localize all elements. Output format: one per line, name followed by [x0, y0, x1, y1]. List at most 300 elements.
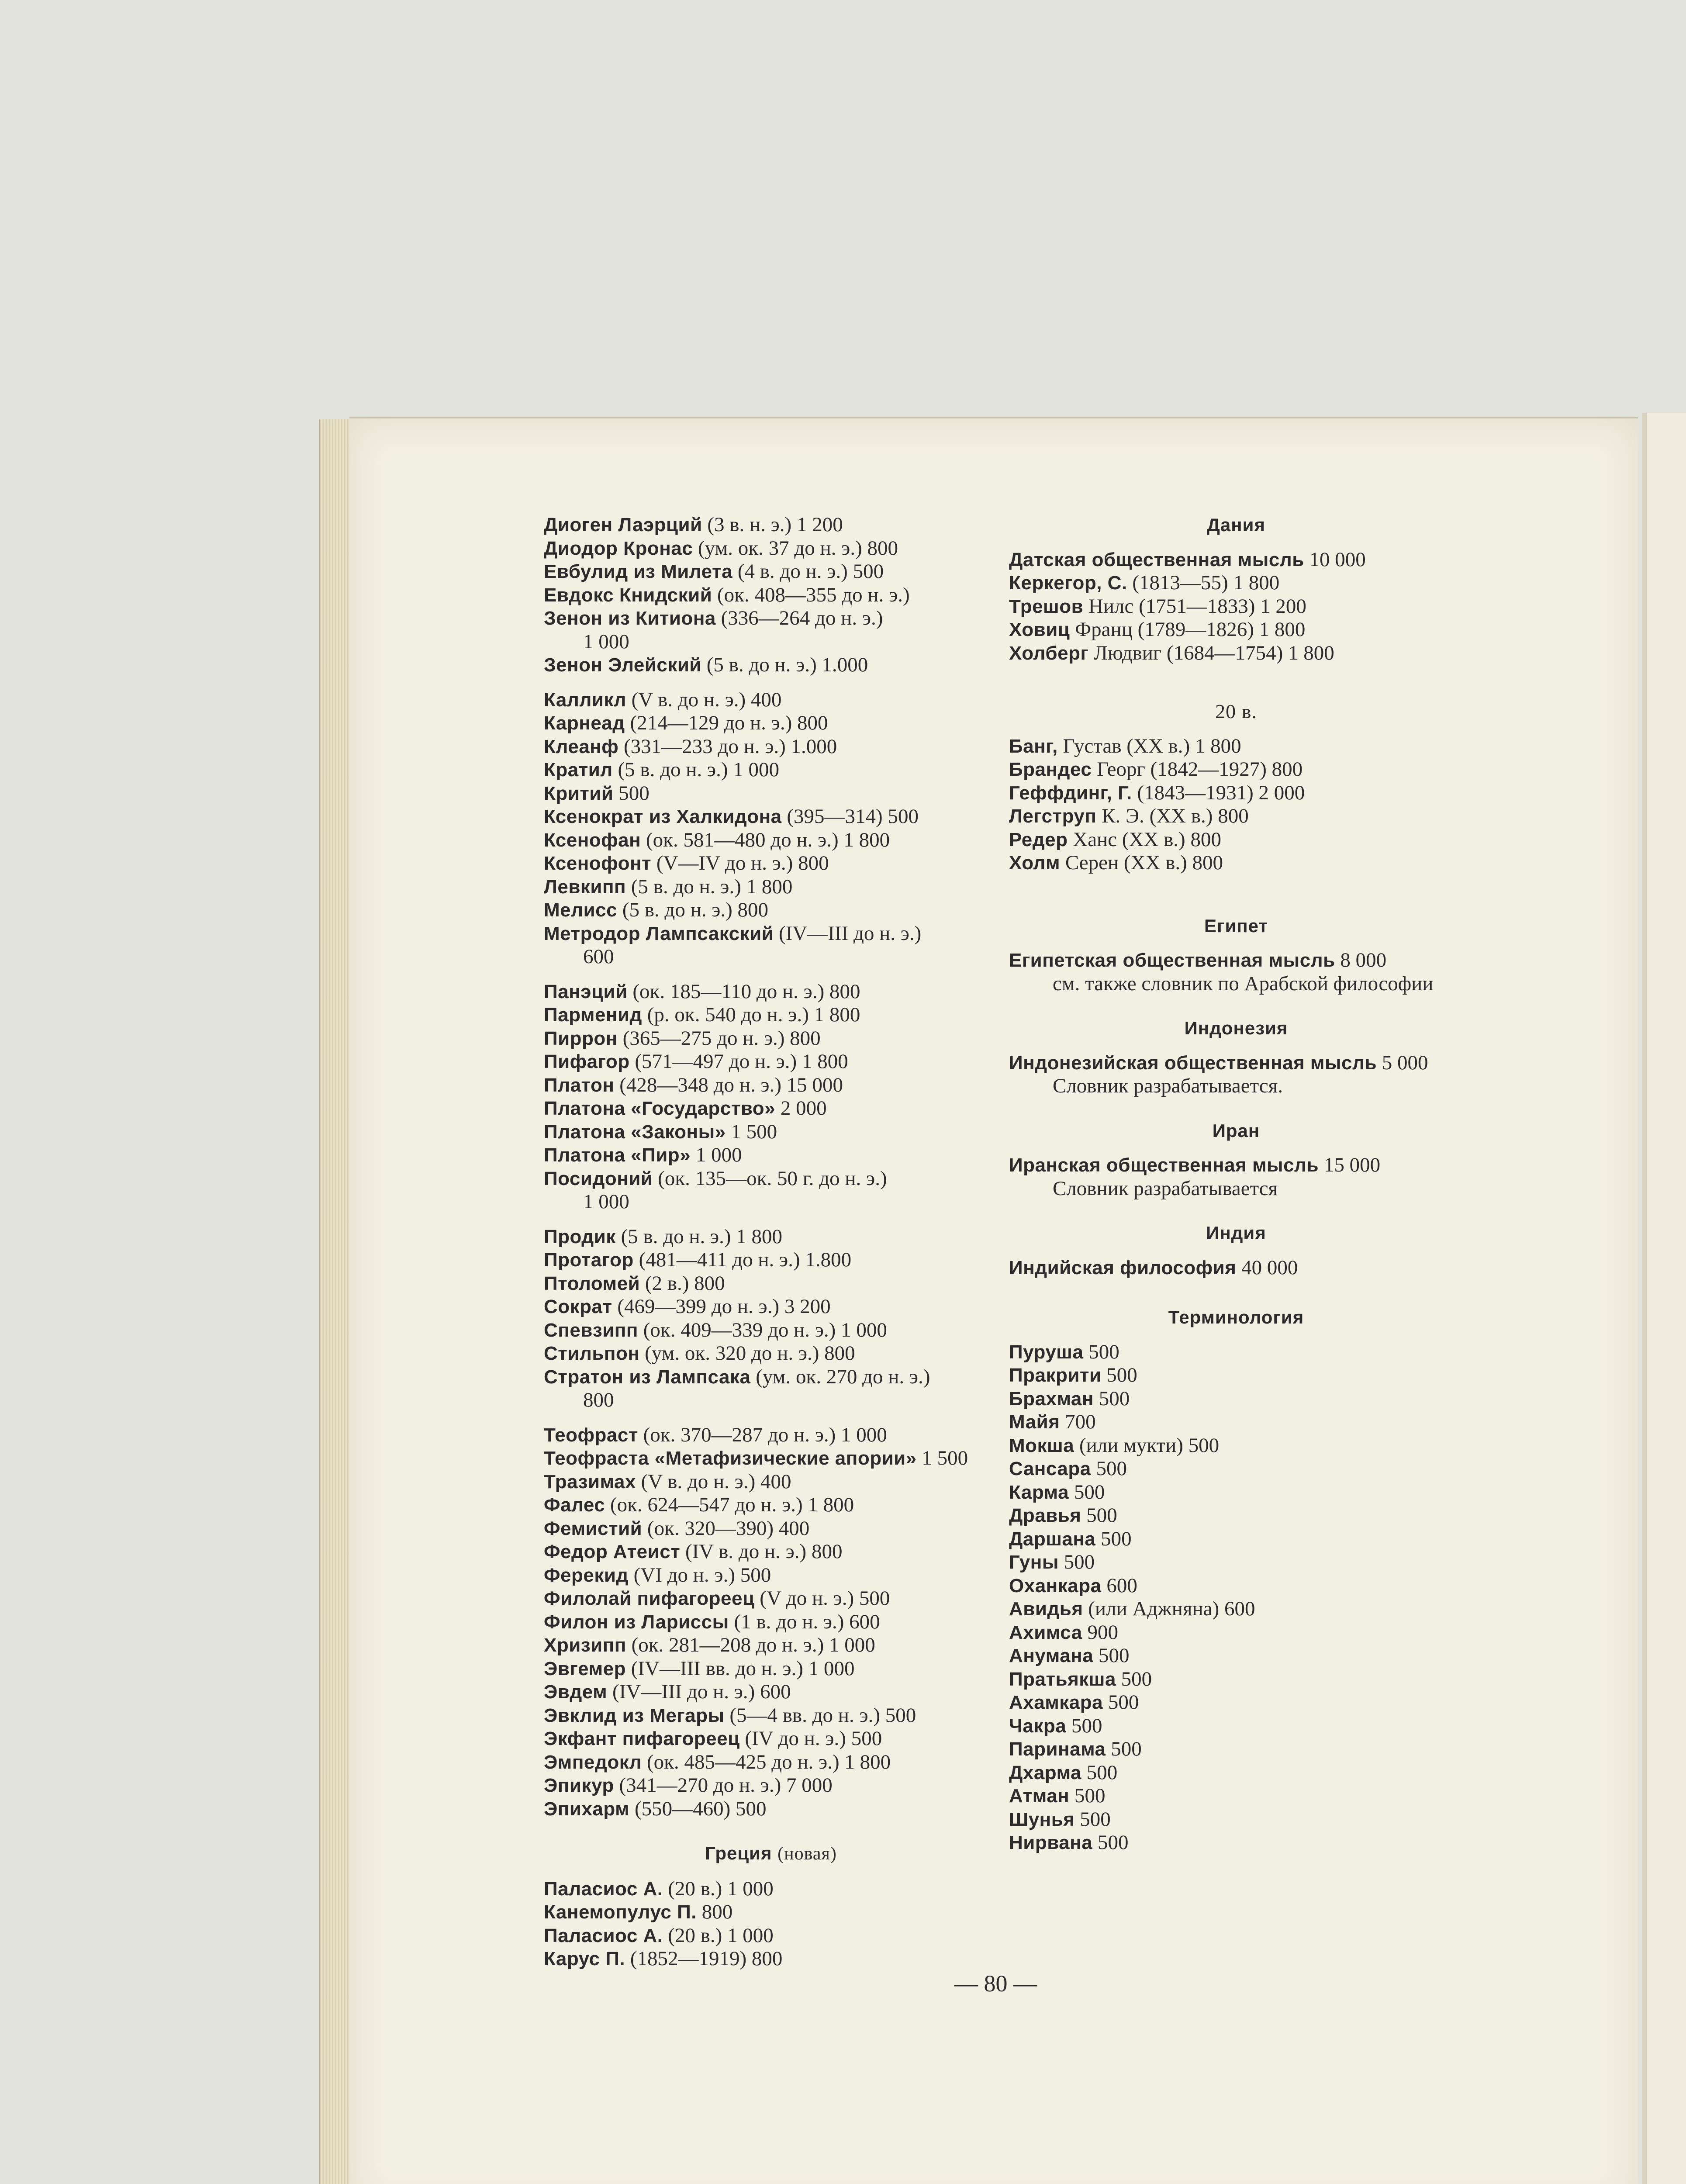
entry-name: Дхарма	[1009, 1762, 1082, 1783]
index-entry	[544, 1634, 998, 1657]
entry-name: Теофраст	[544, 1424, 638, 1446]
index-entry	[544, 782, 998, 805]
entry-name: Гуны	[1009, 1552, 1059, 1573]
iran-note: Словник разрабатывается	[1053, 1177, 1278, 1200]
entry-detail: 900	[1087, 1621, 1118, 1644]
entry-name: Датская общественная мысль	[1009, 549, 1304, 570]
entry-detail: (5 в. до н. э.) 1.000	[706, 653, 868, 676]
entry-detail: (571—497 до н. э.) 1 800	[635, 1050, 848, 1073]
entry-name: Пракрити	[1009, 1365, 1102, 1386]
entry-name: Посидоний	[544, 1168, 653, 1189]
entry-detail: (ок. 485—425 до н. э.) 1 800	[646, 1750, 891, 1773]
entry-detail: (214—129 до н. э.) 800	[630, 712, 828, 734]
entry-detail: (365—275 до н. э.) 800	[622, 1026, 821, 1050]
entry-detail: 700	[1065, 1410, 1096, 1433]
index-entry	[544, 1610, 998, 1634]
index-entry	[1009, 735, 1463, 758]
index-entry	[544, 1424, 998, 1447]
index-entry	[544, 1587, 998, 1610]
index-entry	[1009, 1551, 1463, 1574]
entry-detail: (IV—III до н. э.) 600	[612, 1680, 791, 1703]
entry-detail: (ок. 408—355 до н. э.)	[717, 583, 910, 606]
index-entry	[544, 560, 998, 584]
iran-entry	[1009, 1154, 1463, 1177]
index-entry	[1009, 1644, 1463, 1668]
entry-name: Панэций	[544, 981, 628, 1002]
index-entry	[544, 1877, 998, 1901]
entry-detail: (V в. до н. э.) 400	[641, 1470, 791, 1493]
entry-detail: (2 в.) 800	[645, 1272, 725, 1295]
entry-name: Карнеад	[544, 712, 625, 734]
entry-name: Эпикур	[544, 1775, 614, 1796]
entry-name: Оханкара	[1009, 1575, 1102, 1597]
entry-name: Евбулид из Милета	[544, 561, 733, 582]
entry-name: Дравья	[1009, 1505, 1081, 1526]
entry-detail: (ум. ок. 320 до н. э.) 800	[645, 1342, 855, 1365]
entry-detail: (IV в. до н. э.) 800	[685, 1540, 843, 1563]
entry-detail: Серен (XX в.) 800	[1065, 851, 1223, 874]
entry-detail: (336—264 до н. э.)	[721, 607, 883, 629]
index-entry	[1009, 1481, 1463, 1504]
entry-name: Керкегор, С.	[1009, 572, 1127, 594]
index-entry	[544, 1774, 998, 1797]
india-entry	[1009, 1256, 1463, 1280]
entry-name: Левкипп	[544, 876, 626, 898]
entry-name: Пиррон	[544, 1027, 618, 1049]
entry-detail: 15 000	[1323, 1154, 1381, 1176]
left-group-4	[544, 1225, 998, 1412]
index-entry	[1009, 1668, 1463, 1691]
indonesia-note: Словник разрабатывается.	[1053, 1075, 1283, 1097]
entry-name: Пратьякша	[1009, 1668, 1116, 1690]
entry-detail: 8 000	[1340, 949, 1387, 971]
index-entry	[544, 980, 998, 1004]
index-entry	[544, 1225, 998, 1249]
index-entry	[1009, 828, 1463, 852]
spacer	[544, 969, 998, 980]
index-entry	[1009, 1341, 1463, 1364]
index-entry	[1009, 1457, 1463, 1481]
entry-detail: (ок. 320—390) 400	[647, 1517, 810, 1540]
index-entry	[544, 922, 998, 969]
entry-detail: 500	[1080, 1807, 1111, 1831]
index-entry	[544, 1447, 998, 1470]
entry-detail-continued: 1 000	[583, 630, 629, 653]
entry-name: Филон из Лариссы	[544, 1611, 729, 1633]
index-entry	[1009, 1621, 1463, 1645]
entry-detail: (341—270 до н. э.) 7 000	[619, 1774, 833, 1797]
entry-name: Федор Атеист	[544, 1541, 681, 1562]
entry-name: Эвгемер	[544, 1658, 626, 1679]
entry-detail: 500	[1074, 1784, 1106, 1807]
entry-detail: 500	[1086, 1761, 1118, 1784]
terminology-list	[1009, 1341, 1463, 1855]
entry-detail: (5 в. до н. э.) 800	[622, 898, 769, 921]
index-entry	[544, 1680, 998, 1704]
entry-detail: 500	[1121, 1667, 1152, 1690]
entry-name: Диоген Лаэрций	[544, 514, 702, 536]
index-entry	[1009, 1527, 1463, 1551]
entry-name: Шунья	[1009, 1808, 1075, 1830]
index-entry	[1009, 1364, 1463, 1387]
left-column	[544, 513, 998, 1971]
index-entry	[544, 1564, 998, 1587]
entry-name: Чакра	[1009, 1715, 1067, 1737]
entry-name: Филолай пифагореец	[544, 1588, 755, 1609]
entry-name: Редер	[1009, 829, 1068, 850]
index-entry	[544, 584, 998, 607]
entry-name: Майя	[1009, 1411, 1060, 1433]
index-entry	[1009, 1714, 1463, 1738]
index-entry	[1009, 571, 1463, 595]
entry-detail: К. Э. (XX в.) 800	[1102, 805, 1249, 827]
entry-detail: (469—399 до н. э.) 3 200	[617, 1295, 831, 1318]
index-entry	[544, 1027, 998, 1051]
index-entry	[1009, 1808, 1463, 1832]
heading-text: Греция	[705, 1843, 772, 1863]
entry-detail: (р. ок. 540 до н. э.) 1 800	[647, 1003, 860, 1026]
entry-name: Протагор	[544, 1249, 634, 1271]
entry-name: Легструп	[1009, 805, 1097, 827]
index-entry	[1009, 548, 1463, 572]
entry-detail: 800	[701, 1901, 733, 1923]
entry-name: Ховиц	[1009, 619, 1070, 640]
index-entry	[544, 1657, 998, 1681]
entry-name: Критий	[544, 782, 614, 804]
entry-name: Мокша	[1009, 1434, 1074, 1456]
index-entry	[1009, 595, 1463, 619]
entry-name: Платон	[544, 1074, 615, 1096]
index-entry	[544, 1295, 998, 1319]
indonesia-entry	[1009, 1051, 1463, 1075]
entry-name: Холм	[1009, 852, 1061, 874]
index-entry	[544, 805, 998, 829]
entry-detail: (IV до н. э.) 500	[745, 1727, 882, 1750]
entry-detail: (5 в. до н. э.) 1 000	[618, 758, 779, 781]
index-entry	[544, 1540, 998, 1564]
entry-detail: (ум. ок. 37 до н. э.) 800	[698, 536, 898, 560]
entry-name: Тразимах	[544, 1471, 636, 1493]
index-entry	[544, 852, 998, 875]
entry-detail: (ок. 370—287 до н. э.) 1 000	[643, 1423, 887, 1446]
left-group-3	[544, 980, 998, 1214]
entry-detail: (IV—III вв. до н. э.) 1 000	[631, 1657, 855, 1680]
entry-name: Эвклид из Мегары	[544, 1704, 725, 1726]
entry-name: Геффдинг, Г.	[1009, 782, 1132, 804]
entry-detail: (1 в. до н. э.) 600	[734, 1610, 880, 1633]
entry-name: Эпихарм	[544, 1798, 630, 1820]
entry-name: Холберг	[1009, 642, 1089, 664]
right-column	[1009, 513, 1463, 1855]
index-entry	[544, 1704, 998, 1728]
entry-detail: 500	[1108, 1691, 1139, 1714]
entry-name: Канемопулус П.	[544, 1901, 697, 1923]
entry-name: Стратон из Лампсака	[544, 1366, 751, 1388]
egypt-note: см. также словник по Арабской философии	[1053, 972, 1434, 995]
greece-list	[544, 1877, 998, 1971]
entry-name: Пифагор	[544, 1051, 630, 1072]
index-entry	[544, 1924, 998, 1948]
entry-name: Калликл	[544, 689, 626, 711]
section-heading-iran: Иран	[1212, 1120, 1260, 1141]
entry-detail: 500	[1101, 1527, 1132, 1550]
index-entry	[1009, 1574, 1463, 1598]
index-entry	[1009, 1784, 1463, 1808]
index-entry	[1009, 1434, 1463, 1458]
entry-name: Фемистий	[544, 1517, 643, 1539]
entry-detail: (ок. 409—339 до н. э.) 1 000	[643, 1318, 887, 1341]
section-heading-denmark: Дания	[1207, 515, 1265, 535]
index-entry	[544, 758, 998, 782]
entry-name: Ксенократ из Халкидона	[544, 806, 782, 827]
entry-detail: 500	[1106, 1364, 1137, 1386]
entry-name: Птоломей	[544, 1272, 640, 1294]
entry-detail: (1813—55) 1 800	[1132, 571, 1280, 594]
entry-name: Авидья	[1009, 1598, 1083, 1620]
entry-name: Ксенофан	[544, 829, 641, 851]
entry-detail: 500	[1064, 1551, 1095, 1573]
index-entry	[1009, 618, 1463, 642]
entry-name: Спевзипп	[544, 1319, 638, 1341]
index-entry	[1009, 1504, 1463, 1527]
entry-name: Парменид	[544, 1004, 642, 1026]
entry-detail: 600	[1106, 1574, 1137, 1597]
entry-detail: (5 в. до н. э.) 1 800	[631, 875, 793, 898]
index-entry	[544, 712, 998, 735]
entry-detail: (428—348 до н. э.) 15 000	[619, 1073, 843, 1096]
index-entry	[544, 1050, 998, 1074]
entry-detail: 500	[1098, 1644, 1130, 1667]
entry-name: Хризипп	[544, 1635, 626, 1656]
index-entry	[544, 1097, 998, 1120]
entry-name: Ахимса	[1009, 1621, 1082, 1643]
index-entry	[544, 1074, 998, 1097]
entry-detail: 500	[618, 781, 650, 805]
entry-name: Эмпедокл	[544, 1751, 642, 1773]
index-entry	[544, 875, 998, 899]
index-entry	[1009, 1410, 1463, 1434]
century20-list	[1009, 735, 1463, 875]
left-group-5	[544, 1424, 998, 1821]
spacer	[544, 1214, 998, 1225]
entry-name: Карус П.	[544, 1948, 625, 1970]
index-entry	[544, 513, 998, 537]
entry-name: Сократ	[544, 1296, 612, 1317]
section-heading-egypt: Египет	[1204, 915, 1268, 936]
index-entry	[1009, 642, 1463, 665]
entry-detail: (ок. 581—480 до н. э.) 1 800	[646, 828, 890, 851]
entry-name: Брахман	[1009, 1388, 1094, 1410]
entry-detail: (550—460) 500	[634, 1797, 767, 1820]
index-entry	[544, 1751, 998, 1774]
entry-detail: Густав (XX в.) 1 800	[1063, 734, 1241, 757]
entry-name: Платона «Законы»	[544, 1121, 726, 1143]
entry-detail: 2 000	[780, 1097, 827, 1120]
egypt-entry	[1009, 949, 1463, 972]
entry-detail: (ок. 281—208 до н. э.) 1 000	[631, 1634, 875, 1656]
entry-detail: (VI до н. э.) 500	[633, 1563, 771, 1586]
entry-name: Индонезийская общественная мысль	[1009, 1052, 1377, 1074]
entry-detail: (IV—III до н. э.)	[779, 922, 922, 945]
next-page-edge	[1642, 413, 1686, 2184]
entry-detail: Нилс (1751—1833) 1 200	[1088, 594, 1306, 618]
entry-name: Египетская общественная мысль	[1009, 950, 1335, 971]
entry-detail: 500	[1097, 1831, 1129, 1854]
page-number: — 80 —	[954, 1970, 1037, 1997]
section-heading-20th-century: 20 в.	[1215, 700, 1257, 722]
entry-name: Метродор Лампсакский	[544, 923, 774, 944]
entry-name: Трешов	[1009, 595, 1084, 617]
entry-name: Теофраста «Метафизические апории»	[544, 1448, 917, 1469]
denmark-list	[1009, 548, 1463, 665]
section-heading-terminology: Терминология	[1168, 1307, 1304, 1327]
entry-detail: (или мукти) 500	[1079, 1434, 1220, 1457]
entry-name: Иранская общественная мысль	[1009, 1154, 1319, 1176]
index-entry	[544, 1167, 998, 1214]
entry-detail: 500	[1074, 1480, 1105, 1503]
entry-detail: (ок. 624—547 до н. э.) 1 800	[610, 1493, 854, 1516]
spacer	[544, 1412, 998, 1424]
index-entry	[544, 1947, 998, 1971]
entry-detail: (V в. до н. э.) 400	[631, 688, 782, 711]
index-entry	[1009, 1691, 1463, 1714]
entry-detail: (V до н. э.) 500	[760, 1587, 890, 1610]
entry-name: Пуруша	[1009, 1341, 1084, 1363]
entry-detail: 500	[1071, 1714, 1102, 1737]
entry-detail: 500	[1099, 1387, 1130, 1410]
entry-name: Кратил	[544, 759, 613, 781]
entry-name: Фалес	[544, 1494, 605, 1516]
entry-name: Банг,	[1009, 735, 1058, 757]
entry-detail: (1843—1931) 2 000	[1137, 781, 1305, 804]
index-entry	[544, 1470, 998, 1494]
index-entry	[1009, 1387, 1463, 1411]
index-entry	[544, 607, 998, 653]
entry-detail-continued: 800	[583, 1389, 614, 1411]
entry-name: Паласиос А.	[544, 1925, 663, 1946]
entry-detail: (1852—1919) 800	[630, 1947, 783, 1970]
index-entry	[544, 1342, 998, 1365]
left-group-2	[544, 688, 998, 969]
entry-detail: Ханс (XX в.) 800	[1073, 828, 1221, 851]
index-entry	[544, 1493, 998, 1517]
entry-name: Эвдем	[544, 1681, 608, 1703]
entry-detail: 1 500	[731, 1120, 777, 1143]
entry-detail: (ок. 135—ок. 50 г. до н. э.)	[658, 1167, 887, 1190]
entry-detail: (20 в.) 1 000	[668, 1877, 774, 1900]
section-heading-greece	[544, 1842, 998, 1866]
index-entry	[544, 735, 998, 759]
index-entry	[544, 1272, 998, 1296]
entry-detail: Франц (1789—1826) 1 800	[1075, 618, 1306, 641]
index-entry	[1009, 851, 1463, 875]
entry-name: Платона «Пир»	[544, 1144, 691, 1166]
left-group-1	[544, 513, 998, 677]
index-entry	[544, 1003, 998, 1027]
entry-detail: 5 000	[1382, 1051, 1428, 1074]
index-entry	[1009, 758, 1463, 781]
entry-detail: 500	[1111, 1738, 1142, 1760]
entry-name: Евдокс Книдский	[544, 584, 712, 606]
entry-name: Сансара	[1009, 1458, 1091, 1479]
entry-detail: (V—IV до н. э.) 800	[656, 852, 829, 874]
entry-detail-continued: 1 000	[583, 1190, 629, 1213]
index-entry	[1009, 1831, 1463, 1855]
index-entry	[544, 1901, 998, 1924]
section-heading-indonesia: Индонезия	[1184, 1018, 1288, 1038]
entry-name: Брандес	[1009, 759, 1092, 780]
entry-name: Даршана	[1009, 1528, 1096, 1550]
index-entry	[544, 1797, 998, 1821]
heading-qualifier: (новая)	[777, 1844, 837, 1864]
index-entry	[1009, 805, 1463, 828]
entry-detail: (5—4 вв. до н. э.) 500	[729, 1704, 916, 1727]
index-entry	[544, 1248, 998, 1272]
entry-name: Паласиос А.	[544, 1878, 663, 1900]
entry-name: Паринама	[1009, 1738, 1106, 1760]
index-entry	[544, 1517, 998, 1541]
index-entry	[544, 1365, 998, 1412]
entry-detail: (481—411 до н. э.) 1.800	[639, 1248, 852, 1271]
entry-name: Платона «Государство»	[544, 1098, 776, 1119]
section-heading-india: Индия	[1206, 1223, 1266, 1243]
index-entry	[1009, 781, 1463, 805]
entry-detail: Георг (1842—1927) 800	[1097, 758, 1303, 781]
entry-detail: (20 в.) 1 000	[668, 1924, 774, 1947]
spacer	[544, 677, 998, 688]
entry-detail: (395—314) 500	[787, 805, 919, 828]
index-entry	[544, 829, 998, 852]
entry-name: Нирвана	[1009, 1832, 1093, 1853]
entry-detail: 1 500	[922, 1447, 968, 1469]
index-entry	[544, 1727, 998, 1751]
entry-detail: (или Аджняна) 600	[1088, 1597, 1255, 1620]
entry-name: Ксенофонт	[544, 853, 652, 874]
entry-detail: (5 в. до н. э.) 1 800	[621, 1225, 783, 1248]
entry-name: Диодор Кронас	[544, 537, 693, 559]
entry-name: Ферекид	[544, 1564, 629, 1586]
entry-name: Атман	[1009, 1785, 1070, 1807]
entry-detail: 40 000	[1241, 1256, 1298, 1279]
entry-name: Индийская философия	[1009, 1257, 1237, 1279]
entry-detail: (3 в. н. э.) 1 200	[707, 513, 843, 536]
entry-name: Карма	[1009, 1481, 1069, 1503]
index-entry	[544, 1144, 998, 1167]
index-entry	[544, 1319, 998, 1342]
entry-detail: (331—233 до н. э.) 1.000	[624, 735, 837, 758]
entry-name: Зенон из Китиона	[544, 608, 716, 629]
entry-detail: 500	[1088, 1340, 1119, 1363]
entry-name: Зенон Элейский	[544, 654, 701, 676]
index-entry	[1009, 1761, 1463, 1785]
index-entry	[1009, 1738, 1463, 1761]
entry-name: Продик	[544, 1226, 616, 1248]
entry-detail: 1 000	[695, 1144, 742, 1166]
entry-detail: (4 в. до н. э.) 500	[737, 560, 884, 583]
index-entry	[544, 1120, 998, 1144]
index-entry	[544, 688, 998, 712]
index-entry	[544, 653, 998, 677]
entry-detail-continued: 600	[583, 945, 614, 968]
entry-detail: 500	[1086, 1504, 1117, 1527]
entry-detail: (ум. ок. 270 до н. э.)	[756, 1365, 930, 1388]
index-entry	[1009, 1597, 1463, 1621]
entry-name: Ахамкара	[1009, 1692, 1103, 1713]
entry-name: Экфант пифагореец	[544, 1728, 740, 1749]
entry-detail: 10 000	[1309, 548, 1366, 571]
index-entry	[544, 537, 998, 560]
entry-detail: Людвиг (1684—1754) 1 800	[1094, 641, 1334, 664]
